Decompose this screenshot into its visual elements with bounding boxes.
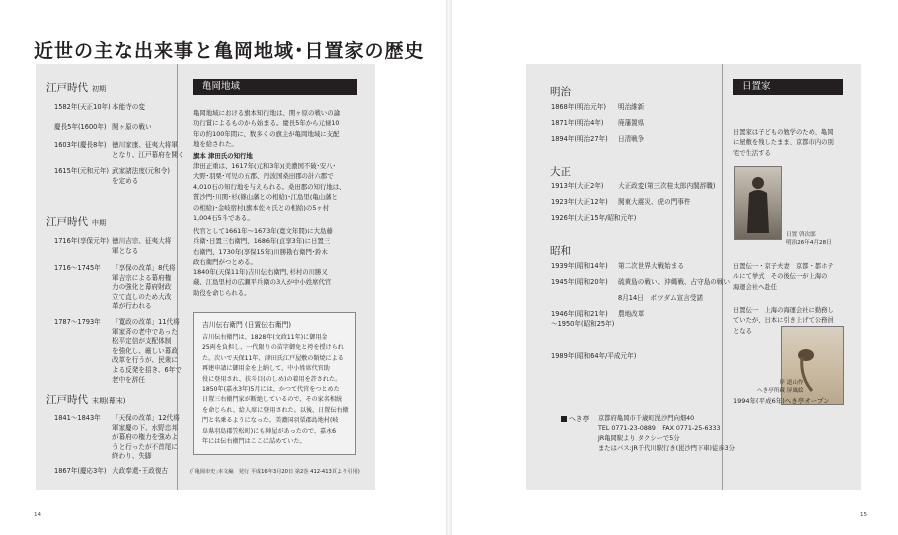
era-edo-late xyxy=(46,392,125,407)
source-citation: (｢亀岡市史｣本文編 発行 平成16年3月20日 第2巻 412-413頁より引用) xyxy=(190,469,360,475)
event-date: 1867年(慶応3年) xyxy=(54,467,107,475)
kameoka-para-1: 亀岡地域における旗本知行地は、関ヶ原の戦いの論 功行賞によるものから始まる。慶長5年から元禄10 年の約100年間に、数多くの旗主が亀岡地域に支配 地を給された。 xyxy=(193,109,340,149)
event-date: 1923年(大正12年) xyxy=(551,198,608,206)
event-text: 日清戦争 xyxy=(618,135,645,143)
event-text: 明治維新 xyxy=(618,103,645,111)
hioki-text-3: 日置伝一 上海の海運会社に勤務し ていたが、日本に引き上げて公務員 となる xyxy=(733,307,834,335)
event-date: 1939年(昭和14年) xyxy=(551,262,608,270)
event-text: 徳川家康、征夷大将軍 となり、江戸幕府を開く xyxy=(112,141,185,159)
event-date: 1603年(慶長8年) xyxy=(54,141,107,149)
event-date: 1716～1745年 xyxy=(54,264,101,272)
event-date: 1926年(大正15年/昭和元年) xyxy=(551,214,637,222)
event-text: 大正政変(第三次桂太郎内閣辞職) xyxy=(618,182,716,190)
page-title: 近世の主な出来事と亀岡地域･日置家の歴史 xyxy=(34,40,425,62)
event-text: 本能寺の変 xyxy=(112,103,145,111)
event-date: 1945年(昭和20年) xyxy=(551,278,608,286)
event-date: 1787～1793年 xyxy=(54,318,101,326)
event-text: 硫黄島の戦い、沖縄戦、占守島の戦い xyxy=(618,278,731,286)
event-text: 武家諸法度(元和令) を定める xyxy=(112,167,170,185)
era-taisho: 大正 xyxy=(550,166,571,178)
event-date: 慶長5年(1600年) xyxy=(54,123,107,131)
event-text: 8月14日 ポツダム宣言受諾 xyxy=(618,294,704,302)
event-text: 大政奉還･王政復古 xyxy=(112,467,169,475)
hioki-header: 日置家 xyxy=(733,79,843,95)
kameoka-para-2-title: 旗本 津田氏の知行地 xyxy=(193,152,253,160)
event-date: 1868年(明治元年) xyxy=(551,103,606,111)
event-text: 「享保の改革」8代将 軍吉宗による幕府権 力の強化と幕府財政 立て直しのため大改 革が行われる xyxy=(112,264,176,311)
event-date: 1894年(明治27年) xyxy=(551,135,608,143)
box-title: 吉川伝右衛門 (日置伝右衛門) xyxy=(202,321,292,329)
era-edo-middle xyxy=(46,214,106,229)
event-text: 関東大震災、虎の門事件 xyxy=(618,198,691,206)
era-sub: 末期(幕末) xyxy=(92,397,126,405)
era-name: 江戸時代 xyxy=(46,216,88,228)
event-date: 1841～1843年 xyxy=(54,414,101,422)
era-meiji: 明治 xyxy=(550,86,571,98)
hioki-text-4: 1994年(平成6年)へき亭オープン xyxy=(733,397,830,405)
era-edo-early xyxy=(46,80,106,95)
info-bullet-icon xyxy=(561,416,567,422)
kameoka-para-2: 津田正重は、1617年(元和3年)(美濃国不破･安八･ 大野･羽栗･可児の五郡、丹波国桑田郡の計六郡で 4,010石の知行地を与えられる。桑田郡の知行地は、 質沙門･川関･杉(篠山藩との相給)･江島里(亀山藩と の相給)･金岐宿村(旗本佐々氏との相給)の5ヶ村 1,004石5斗である。 xyxy=(193,162,346,223)
hioki-text-2: 日置伝一・京子夫妻 京都・都ホテ ルにて挙式 その後伝一が上海の 海運会社へ赴任 xyxy=(733,263,834,291)
hioki-text-1: 日置家は子どもの勉学のため、亀岡 に屋敷を残したまま、京都市内の別 宅で生活する xyxy=(733,129,834,157)
era-sub: 中期 xyxy=(92,219,106,227)
portrait-figure-icon xyxy=(735,167,781,239)
page-number-right: 15 xyxy=(860,512,867,518)
painting-caption: 岸 道山作 へき亭所蔵 屏風絵 xyxy=(757,380,804,394)
box-text: 吉川伝右衛門は、1828年(文政11年)に御用金 25両を負担し、一代限りの苗字御免と袴を授けられ た。次いで天保11年、津田氏江戸屋敷の類焼による 再建申請に御用金を上納して、中小姓席代官助 役に登用され、扶斗目(のしめ)の着用を許された。 1850年(嘉永3年)5月には、かつて代官をつとめた 日置三右衛門家が断絶しているので、その家名相続 を命じられ、給人席に登用された。以後、日置伝右衛 門と名乗るようになった。美濃国羽栗郡島地村(岐 阜県羽島郡笠松町)にも陣屋があったので、嘉永6 年には伝右衛門はここに詰めていた。 xyxy=(202,334,349,446)
event-text: 「天保の改革」12代将 軍家慶の下、水野忠邦 が幕府の権力を強めよ うと行ったが不首尾に 終わり、失脚 xyxy=(112,414,180,461)
era-name: 江戸時代 xyxy=(46,82,88,94)
book-spine xyxy=(446,0,452,535)
kameoka-para-4: 1840年(天保11年)吉川伝右衛門､杉村の川勝又 蔵、江島里村の広瀬平兵衛の3人が中小姓席代官 助役を命じられる。 xyxy=(193,268,332,297)
info-label: へき亭 xyxy=(569,415,590,423)
portrait-caption: 日置 啓次郎 明治26年4月28日 xyxy=(786,232,832,246)
event-text: 徳川吉宗、征夷大将 軍となる xyxy=(112,237,172,255)
kameoka-header: 亀岡地域 xyxy=(193,79,357,95)
event-text: 廃藩置県 xyxy=(618,119,645,127)
era-showa: 昭和 xyxy=(550,245,571,257)
event-text: 第二次世界大戦始まる xyxy=(618,262,684,270)
event-date: 1946年(昭和21年) ～1950年(昭和25年) xyxy=(551,310,615,328)
era-sub: 初期 xyxy=(92,85,106,93)
event-text: 農地改革 xyxy=(618,310,645,318)
page-number-left: 14 xyxy=(34,512,41,518)
event-date: 1871年(明治4年) xyxy=(551,119,604,127)
era-name: 江戸時代 xyxy=(46,394,88,406)
event-date: 1716年(享保元年) xyxy=(54,237,109,245)
portrait-photo xyxy=(734,166,782,240)
info-address: 京都府亀岡市千歳町毘沙門向畑40 TEL 0771-23-0889 FAX 0771-25-6333 JR亀岡駅より タクシーで5分 またはバス:JR千代川駅行き(毘沙門下車)徒歩3分 xyxy=(598,415,735,452)
event-date: 1615年(元和元年) xyxy=(54,167,109,175)
event-date: 1989年(昭和64年/平成元年) xyxy=(551,352,637,360)
kameoka-para-3: 代官として1661年～1673年(寛文年間)に大島藤 兵衛･日置三右衛門、1686年(貞享3年)に日置三 右衛門、1730年(享保15年)川勝勘右衛門･鈴木 政右衛門がつとめる。 xyxy=(193,227,333,267)
event-text: 関ヶ原の戦い xyxy=(112,123,152,131)
event-date: 1582年(天正10年) xyxy=(54,103,111,111)
yoshikawa-box xyxy=(193,312,356,455)
event-text: 「寛政の改革」11代将 軍家斉の老中であった 松平定信が支配体制 を強化し、厳しい幕政 改革を行うが、民衆に よる反発を招き、6年で 老中を辞任 xyxy=(112,318,182,384)
event-date: 1913年(大正2年) xyxy=(551,182,604,190)
